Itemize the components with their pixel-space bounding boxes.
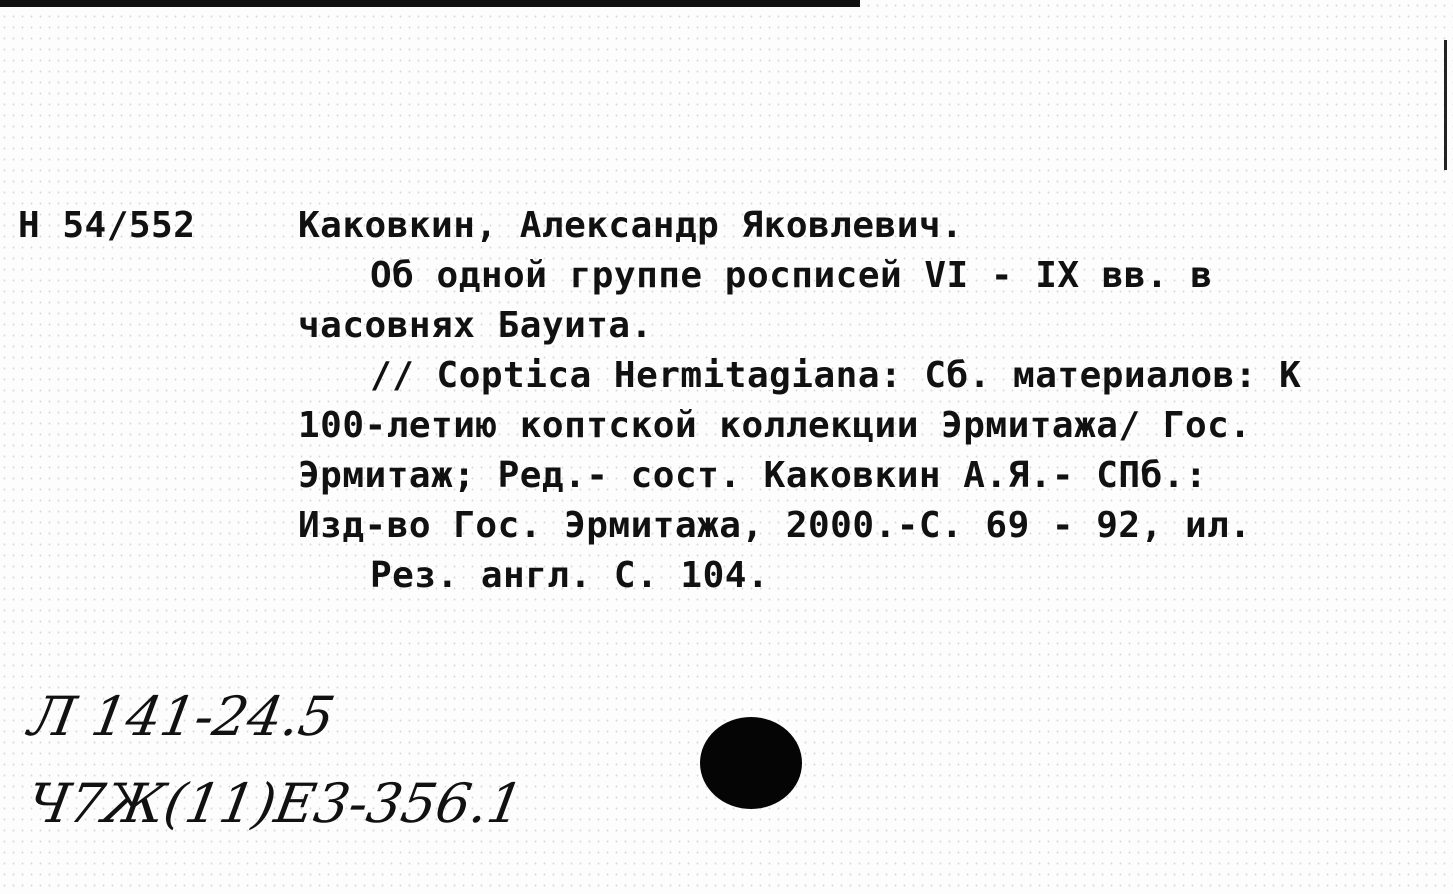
source-line-3: Эрмитаж; Ред.- сост. Каковкин А.Я.- СПб.: (298, 455, 1208, 496)
summary-note: Рез. англ. С. 104. (370, 555, 770, 596)
handwritten-classification-1: Л 141-24.5 (24, 685, 340, 748)
card-right-edge (1444, 40, 1447, 170)
publication-line: Изд-во Гос. Эрмитажа, 2000.-С. 69 - 92, ил. (298, 505, 1252, 546)
title-line-1: Об одной группе росписей VI - IX вв. в (370, 255, 1213, 296)
title-line-2: часовнях Бауита. (298, 305, 653, 346)
author-line: Каковкин, Александр Яковлевич. (298, 205, 964, 246)
shelfmark: Н 54/552 (18, 205, 196, 246)
source-line-1: // Coptica Hermitagiana: Сб. материалов: К (370, 355, 1302, 396)
punch-hole (700, 717, 802, 809)
handwritten-classification-2: Ч7Ж(11)Е3-356.1 (22, 772, 528, 835)
card-top-edge (0, 0, 860, 7)
source-line-2: 100-летию коптской коллекции Эрмитажа/ Гос. (298, 405, 1252, 446)
